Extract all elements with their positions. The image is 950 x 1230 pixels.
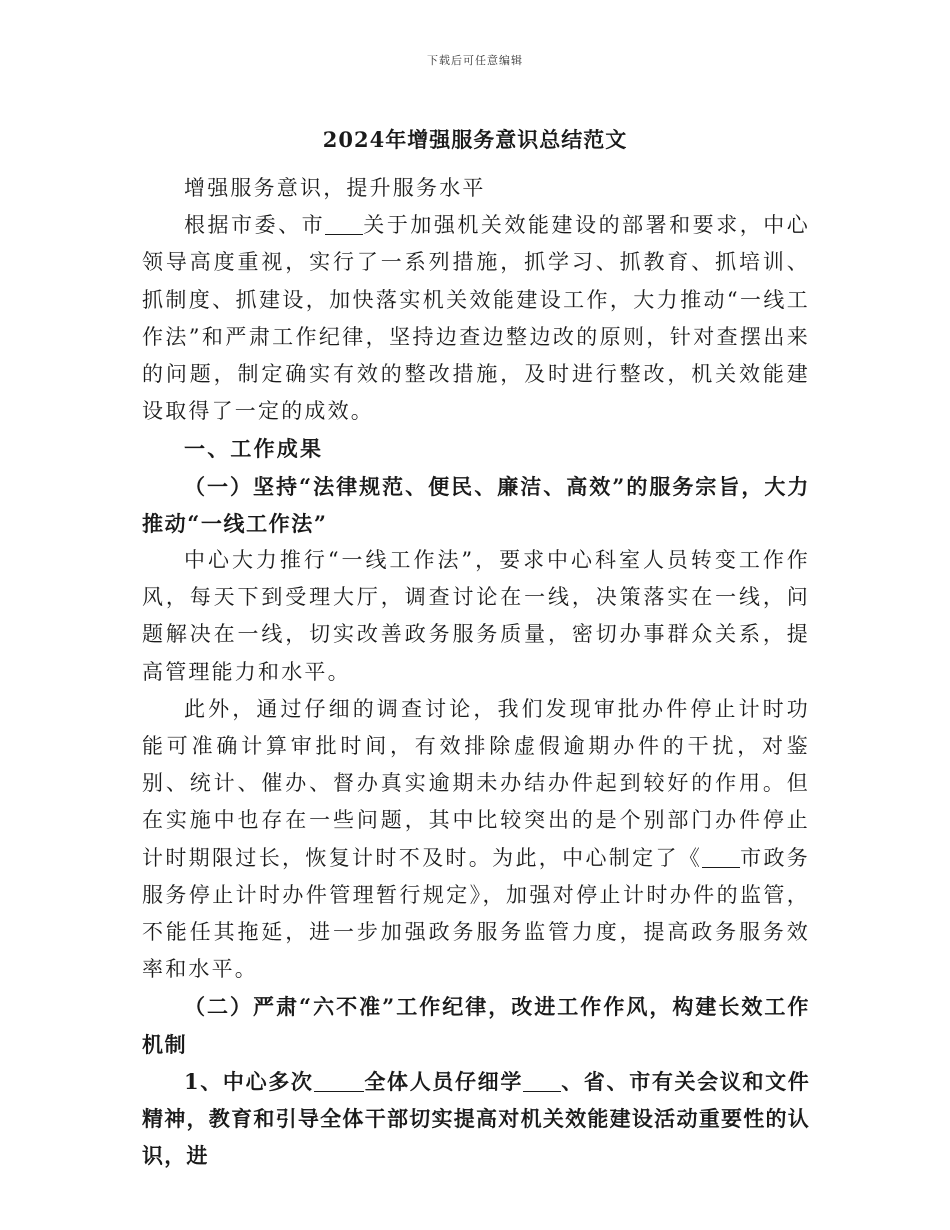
- intro-text-part2: 关于加强机关效能建设的部署和要求，中心领导高度重视，实行了一系列措施，抓学习、抓教育、抓培训、抓制度、抓建设，加快落实机关效能建设工作，大力推动“一线工作法”和严肃工作纪律，坚持边查边整边改的原则，针对查摆出来的问题，制定确实有效的整改措施，及时进行整改，机关效能建设取得了一定的成效。: [142, 213, 810, 424]
- document-title: 2024年增强服务意识总结范文: [322, 127, 628, 152]
- item1-text-part3: 、省、市有关会议和文件精神，教育和引导全体干部切实提高对机关效能建设活动重要性的认识，进: [142, 1068, 810, 1169]
- item-1-paragraph: [142, 1063, 810, 1175]
- para2-text-part1: 此外，通过仔细的调查讨论，我们发现审批办件停止计时功能可准确计算审批时间，有效排除虚假逾期办件的干扰，对鉴别、统计、催办、督办真实逾期未办结办件起到较好的作用。但在实施中也存在一些问题，其中比较突出的是个别部门办件停止计时期限过长，恢复计时不及时。为此，中心制定了《: [142, 696, 810, 870]
- blank-underline: [702, 845, 740, 868]
- intro-paragraph: [142, 207, 810, 430]
- document-body: [142, 170, 810, 1174]
- document-subtitle: 增强服务意识，提升服务水平: [184, 176, 486, 200]
- item1-text-part1: 1、中心多次: [184, 1068, 314, 1094]
- blank-underline: [325, 212, 363, 235]
- section-heading-achievements: 一、工作成果: [184, 436, 324, 462]
- page-header-note: 下载后可任意编辑: [427, 54, 523, 67]
- item1-text-part2: 全体人员仔细学: [363, 1068, 523, 1094]
- subsection-1-paragraph-1: 中心大力推行“一线工作法”，要求中心科室人员转变工作作风，每天下到受理大厅，调查讨论在一线，决策落实在一线，问题解决在一线，切实改善政务服务质量，密切办事群众关系，提高管理能力和水平。: [142, 548, 810, 684]
- subsection-1-paragraph-2: [142, 691, 810, 989]
- subsection-heading-2: （二）严肃“六不准”工作纪律，改进工作作风，构建长效工作机制: [142, 994, 810, 1057]
- blank-underline: [523, 1069, 561, 1092]
- intro-text-part1: 根据市委、市: [184, 213, 326, 238]
- blank-underline: [314, 1069, 364, 1092]
- para2-text-part2: 市政务服务停止计时办件管理暂行规定》，加强对停止计时办件的监管，不能任其拖延，进一步加强政务服务监管力度，提高政务服务效率和水平。: [142, 845, 810, 982]
- subsection-heading-1: （一）坚持“法律规范、便民、廉洁、高效”的服务宗旨，大力推动“一线工作法”: [142, 473, 810, 536]
